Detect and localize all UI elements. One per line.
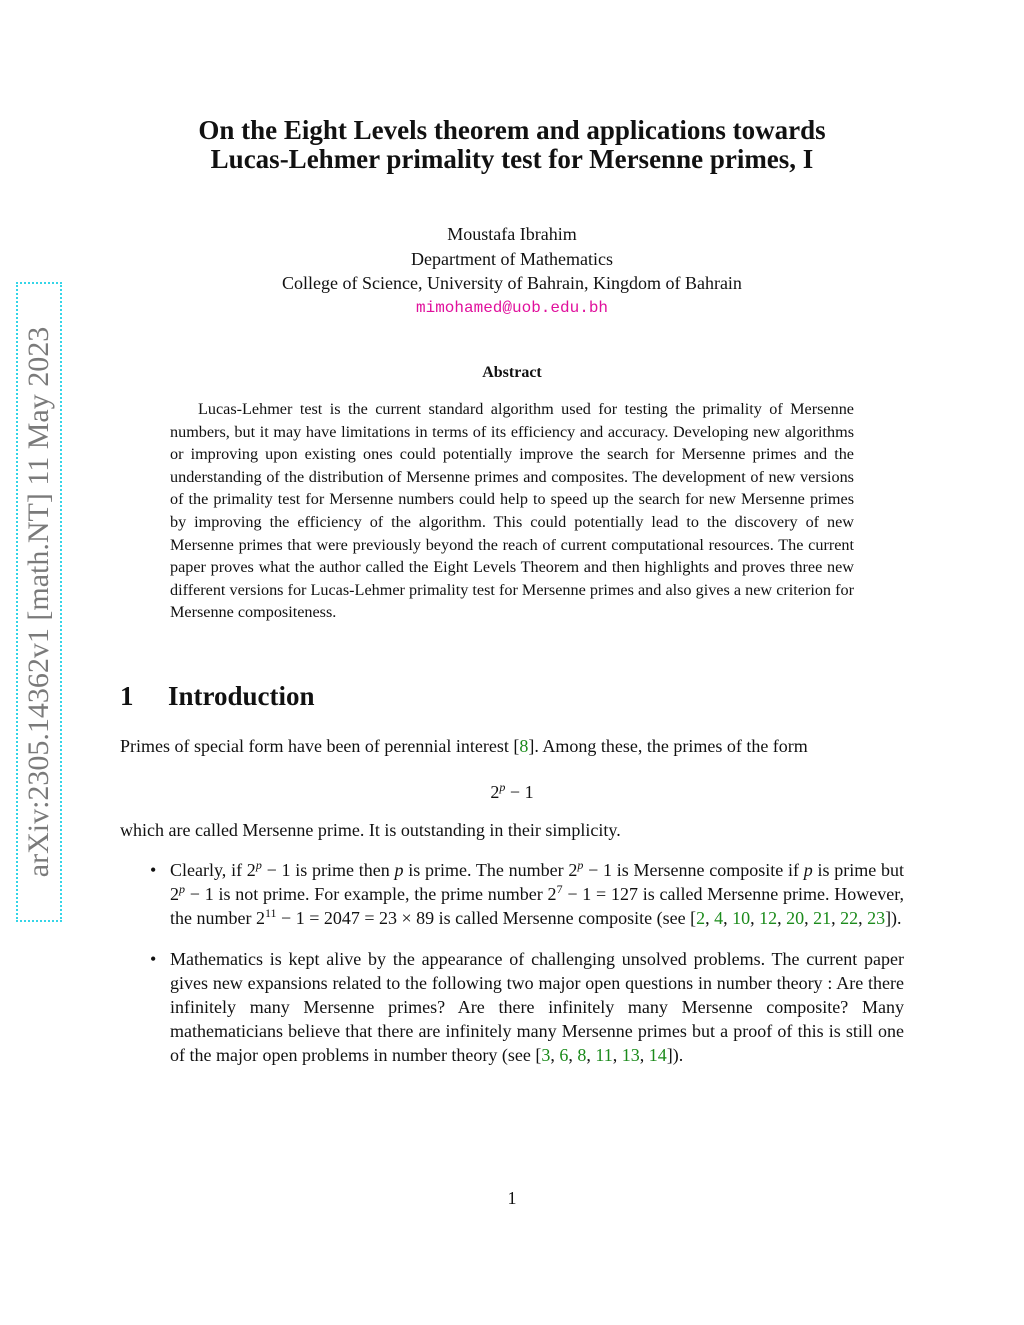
- bullet-icon: •: [150, 949, 157, 969]
- paper-title: [100, 116, 924, 174]
- author-name: Moustafa Ibrahim: [447, 224, 577, 244]
- intro-text: ]. Among these, the primes of the form: [528, 736, 808, 756]
- formula-exponent: p: [499, 780, 506, 794]
- citation-link[interactable]: 12: [759, 908, 778, 928]
- citation-link[interactable]: 14: [648, 1045, 667, 1065]
- abstract-body: [170, 398, 854, 624]
- bullet-icon: •: [150, 860, 157, 880]
- intro-paragraph: [120, 734, 904, 758]
- section-title: Introduction: [168, 681, 315, 711]
- citation-link[interactable]: 23: [867, 908, 886, 928]
- citation-link[interactable]: 10: [732, 908, 751, 928]
- page-number: 1: [507, 1188, 517, 1208]
- display-formula: [100, 782, 924, 803]
- abstract-heading: Abstract: [482, 364, 542, 381]
- after-formula-paragraph: which are called Mersenne prime. It is outstanding in their simplicity.: [120, 820, 621, 840]
- citation-link[interactable]: 11: [595, 1045, 613, 1065]
- citation-link[interactable]: 21: [813, 908, 832, 928]
- section-heading: [120, 681, 315, 712]
- intro-text: Primes of special form have been of perennial interest [: [120, 736, 520, 756]
- list-item: • Mathematics is kept alive by the appearance of challenging unsolved problems. The current paper gives new expansions related to the following two major open questions in number theory : Are there infinitely many Mersenne primes? Are there infinitely many Mersenne composite? Many mathematicians believe that there are infinitely many Mersenne primes but a proof of this is still one of the major open problems in number theory (see [3, 6, 8, 11, 13, 14]).: [150, 949, 904, 1065]
- list-item: • Clearly, if $2^p - 1$ is prime then p is prime. The number $2^p - 1$ is Mersenne composite if p is prime but $2^p - 1$ is not prime. For example, the prime number $2^7 - 1 = 127$ is called Mersenne prime. However, the number $2^{11} - 1 = 2047 = 23 \times 89$ is called Mersenne composite (see [2, 4, 10, 12, 20, 21, 22, 23]).: [150, 858, 904, 928]
- formula-base: 2: [490, 782, 500, 802]
- title-line-2: Lucas-Lehmer primality test for Mersenne primes, I: [210, 144, 814, 174]
- arxiv-identifier: arXiv:2305.14362v1 [math.NT] 11 May 2023: [22, 326, 55, 878]
- title-line-1: On the Eight Levels theorem and applications towards: [198, 115, 826, 145]
- bullet-list: [120, 858, 904, 1084]
- citation-link[interactable]: 2: [696, 908, 706, 928]
- author-department: Department of Mathematics: [411, 248, 613, 269]
- citation-link[interactable]: 13: [621, 1045, 640, 1065]
- citation-link[interactable]: 22: [840, 908, 859, 928]
- formula-rest: − 1: [505, 782, 534, 802]
- abstract-text: Lucas-Lehmer test is the current standard algorithm used for testing the primality of Mersenne numbers, but it may have limitations in terms of its efficiency and accuracy. Developing new algorithms or improving upon existing ones could potentially improve the search for Mersenne primes and the understanding of the distribution of Mersenne primes and composites. The development of new versions of the primality test for Mersenne numbers could help to speed up the search for new Mersenne primes by improving the efficiency of the algorithm. This could potentially lead to the discovery of new Mersenne primes that were previously beyond the reach of current computational resources. The current paper proves what the author called the Eight Levels Theorem and then highlights and proves three new different versions for Lucas-Lehmer primality test for Mersenne primes and also gives a new criterion for Mersenne compositeness.: [170, 400, 854, 622]
- citation-link[interactable]: 4: [714, 908, 724, 928]
- author-affiliation: College of Science, University of Bahrain, Kingdom of Bahrain: [282, 273, 742, 293]
- section-number: 1: [120, 681, 134, 711]
- citation-link[interactable]: 3: [541, 1045, 551, 1065]
- author-email-link[interactable]: mimohamed@uob.edu.bh: [415, 298, 609, 317]
- citation-link[interactable]: 6: [559, 1045, 569, 1065]
- citation-link[interactable]: 8: [519, 736, 529, 756]
- citation-link[interactable]: 8: [577, 1045, 587, 1065]
- citation-link[interactable]: 20: [786, 908, 805, 928]
- author-block: [100, 222, 924, 320]
